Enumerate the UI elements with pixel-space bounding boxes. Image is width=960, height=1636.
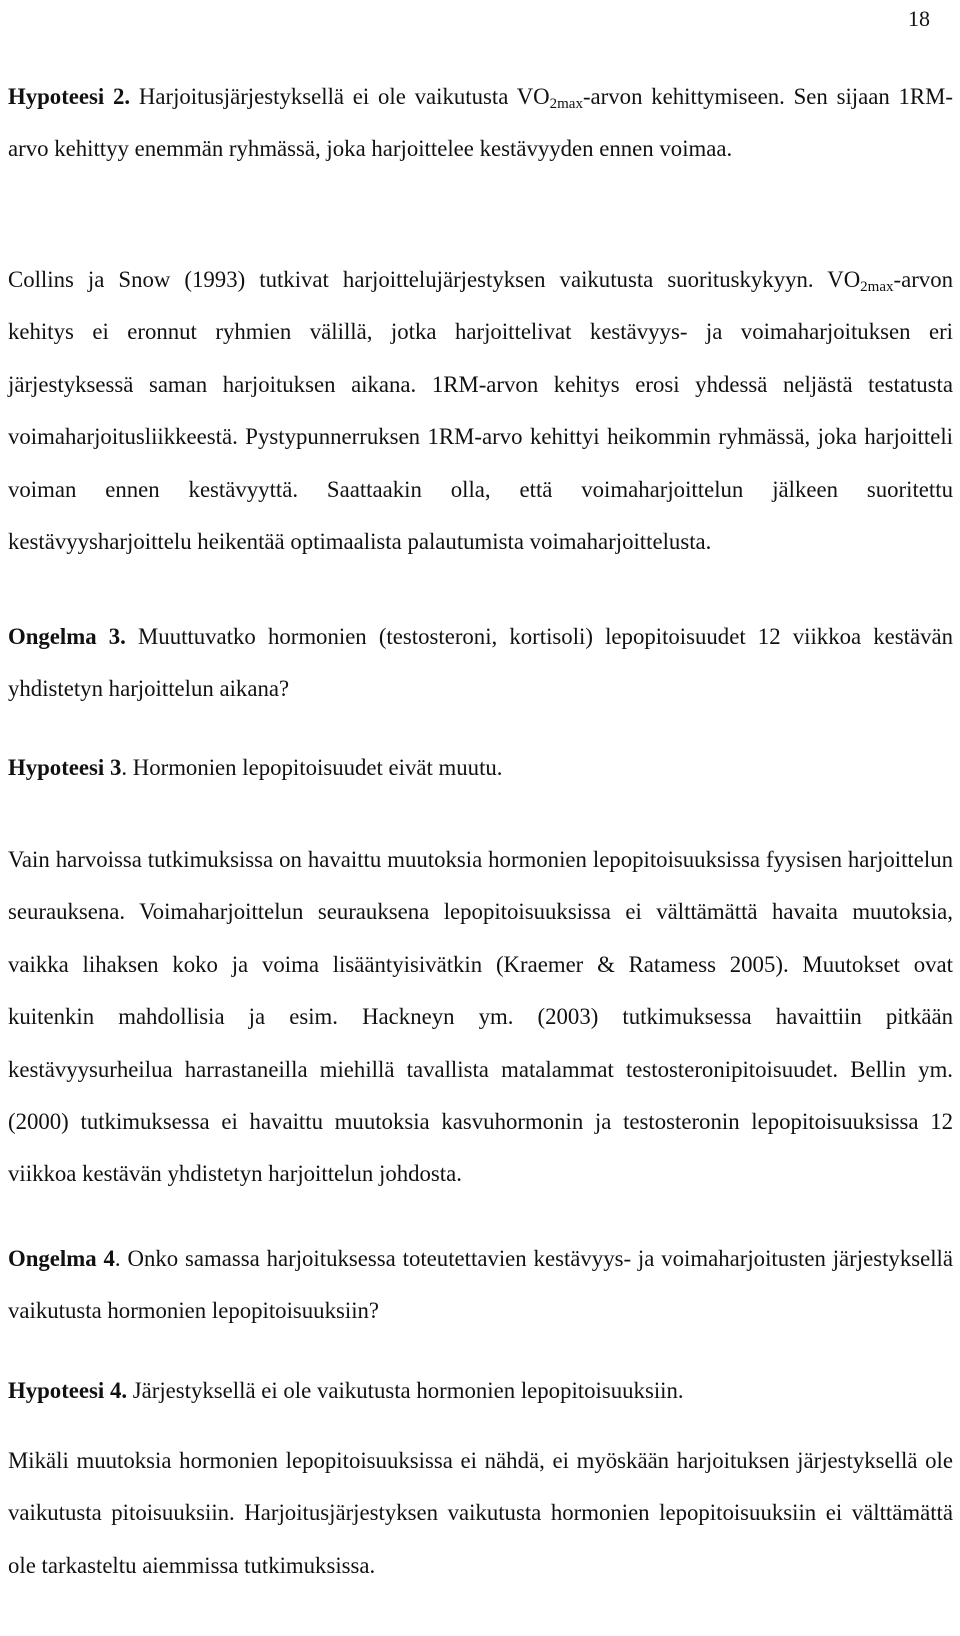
collins-text-a: Collins ja Snow (1993) tutkivat harjoittelujärjestyksen vaikutusta suorituskykyyn. VO bbox=[8, 267, 861, 292]
hypothesis-2-text-a: Harjoitusjärjestyksellä ei ole vaikutusta VO bbox=[130, 84, 550, 109]
collins-text-b: -arvon kehitys ei eronnut ryhmien välillä, jotka harjoittelivat kestävyys- ja voimaharjoituksen eri järjestyksessä saman harjoituksen aikana. 1RM-arvon kehitys erosi yhdessä neljästä testatusta voimaharjoitusliikkeestä. Pystypunnerruksen 1RM-arvo kehittyi heikommin ryhmässä, joka harjoitteli voiman ennen kestävyyttä. Saattaakin olla, että voimaharjoittelun jälkeen suoritettu kestävyysharjoittelu heikentää optimaalista palautumista voimaharjoittelusta. bbox=[8, 267, 953, 555]
final-text: Mikäli muutoksia hormonien lepopitoisuuksissa ei nähdä, ei myöskään harjoituksen järjestyksellä ole vaikutusta pitoisuuksiin. Harjoitusjärjestyksen vaikutusta hormonien lepopitoisuuksiin ei välttämättä ole tarkasteltu aiemmissa tutkimuksissa. bbox=[8, 1448, 953, 1578]
hypothesis-2-text-b: -arvon kehittymiseen. Sen sijaan 1RM-arvo kehittyy enemmän ryhmässä, joka harjoittelee kestävyyden ennen voimaa. bbox=[8, 84, 953, 162]
hormones-paragraph bbox=[8, 834, 953, 1201]
problem-3-paragraph bbox=[8, 611, 953, 716]
hypothesis-4-text: Järjestyksellä ei ole vaikutusta hormonien lepopitoisuuksiin. bbox=[127, 1378, 684, 1403]
hypothesis-4-label: Hypoteesi 4. bbox=[8, 1378, 128, 1403]
page-number: 18 bbox=[908, 6, 930, 31]
vo2max-subscript: 2max bbox=[549, 96, 583, 112]
hormones-text: Vain harvoissa tutkimuksissa on havaittu muutoksia hormonien lepopitoisuuksissa fyysisen harjoittelun seurauksena. Voimaharjoittelun seurauksena lepopitoisuuksissa ei välttämättä havaita muutoksia, vaikka lihaksen koko ja voima lisääntyisivätkin (Kraemer & Ratamess 2005). Muutokset ovat kuitenkin mahdollisia ja esim. Hackneyn ym. (2003) tutkimuksessa havaittiin pitkään kestävyysurheilua harrastaneilla miehillä tavallista matalammat testosteronipitoisuudet. Bellin ym. (2000) tutkimuksessa ei havaittu muutoksia kasvuhormonin ja testosteronin lepopitoisuuksissa 12 viikkoa kestävän yhdistetyn harjoittelun johdosta. bbox=[8, 847, 953, 1187]
hypothesis-3-label: Hypoteesi 3 bbox=[8, 755, 122, 780]
hypothesis-2-paragraph bbox=[8, 71, 953, 176]
vo2max-subscript: 2max bbox=[860, 279, 894, 295]
hypothesis-2-label: Hypoteesi 2. bbox=[8, 84, 131, 109]
problem-4-label: Ongelma 4 bbox=[8, 1246, 115, 1271]
problem-4-paragraph bbox=[8, 1233, 953, 1338]
collins-snow-paragraph bbox=[8, 254, 953, 568]
hypothesis-3-paragraph bbox=[8, 742, 953, 794]
hypothesis-4-paragraph bbox=[8, 1365, 953, 1417]
hypothesis-3-text: . Hormonien lepopitoisuudet eivät muutu. bbox=[121, 755, 503, 780]
problem-3-label: Ongelma 3. bbox=[8, 624, 126, 649]
problem-4-text: . Onko samassa harjoituksessa toteutettavien kestävyys- ja voimaharjoitusten järjestyksellä vaikutusta hormonien lepopitoisuuksiin? bbox=[8, 1246, 953, 1324]
problem-3-text: Muuttuvatko hormonien (testosteroni, kortisoli) lepopitoisuudet 12 viikkoa kestävän yhdistetyn harjoittelun aikana? bbox=[8, 624, 953, 702]
final-paragraph bbox=[8, 1435, 953, 1592]
